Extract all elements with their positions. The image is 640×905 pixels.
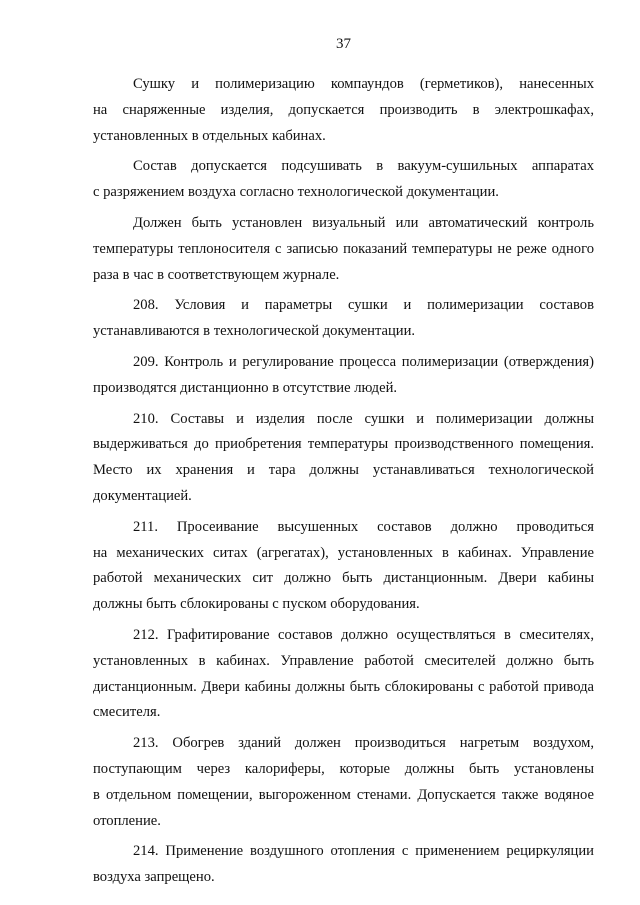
paragraph-line: дистанционным. Двери кабины должны быть сблокированы с работой привода: [93, 678, 594, 695]
paragraph-line: смесителя.: [93, 704, 161, 721]
paragraph: [93, 407, 594, 510]
paragraph-line: 212. Графитирование составов должно осуществляться в смесителях,: [133, 626, 594, 643]
paragraph-line: поступающим через калориферы, которые должны быть установлены: [93, 760, 594, 777]
paragraph: [93, 515, 594, 618]
paragraph-line: с разряжением воздуха согласно технологической документации.: [93, 184, 499, 201]
paragraph-line: Место их хранения и тара должны устанавливаться технологической: [93, 462, 594, 479]
paragraph-line: документацией.: [93, 487, 192, 504]
paragraph: [93, 211, 594, 288]
paragraph-line: отопление.: [93, 812, 161, 829]
paragraph-line: Состав допускается подсушивать в вакуум-сушильных аппаратах: [133, 158, 594, 175]
paragraph-line: производятся дистанционно в отсутствие людей.: [93, 379, 398, 396]
paragraph: [93, 839, 594, 891]
paragraph-line: установленных в кабинах. Управление работой смесителей должно быть: [93, 652, 594, 669]
page-number: 37: [336, 36, 351, 52]
paragraph-line: 214. Применение воздушного отопления с применением рециркуляции: [133, 843, 594, 860]
paragraph-line: 211. Просеивание высушенных составов должно проводиться: [133, 518, 594, 535]
paragraph-line: на снаряженные изделия, допускается производить в электрошкафах,: [93, 101, 594, 118]
paragraph-line: на механических ситах (агрегатах), установленных в кабинах. Управление: [93, 544, 594, 561]
paragraph-line: 213. Обогрев зданий должен производиться нагретым воздухом,: [133, 735, 594, 752]
paragraph-line: в отдельном помещении, выгороженном стенами. Допускается также водяное: [93, 786, 594, 803]
paragraph-line: должны быть сблокированы с пуском оборудования.: [93, 596, 420, 613]
paragraph-line: воздуха запрещено.: [93, 869, 215, 886]
paragraph-line: 208. Условия и параметры сушки и полимеризации составов: [133, 297, 594, 314]
paragraph-line: раза в час в соответствующем журнале.: [93, 266, 340, 283]
paragraph: [93, 154, 594, 206]
paragraph-line: работой механических сит должно быть дистанционным. Двери кабины: [93, 570, 594, 587]
paragraph-line: 209. Контроль и регулирование процесса полимеризации (отверждения): [133, 353, 594, 370]
paragraph-line: установленных в отдельных кабинах.: [93, 127, 326, 144]
paragraph-line: Сушку и полимеризацию компаундов (герметиков), нанесенных: [133, 76, 594, 92]
document-body: [93, 72, 594, 891]
paragraph: [93, 293, 594, 345]
paragraph-line: температуры теплоносителя с записью показаний температуры не реже одного: [93, 240, 594, 257]
paragraph-line: выдерживаться до приобретения температуры производственного помещения.: [93, 436, 594, 453]
paragraph: [93, 72, 594, 149]
paragraph-line: 210. Составы и изделия после сушки и полимеризации должны: [133, 410, 594, 427]
paragraph: [93, 731, 594, 834]
paragraph: [93, 350, 594, 402]
paragraph-line: Должен быть установлен визуальный или автоматический контроль: [133, 214, 594, 231]
paragraph: [93, 623, 594, 726]
paragraph-line: устанавливаются в технологической документации.: [93, 323, 416, 340]
